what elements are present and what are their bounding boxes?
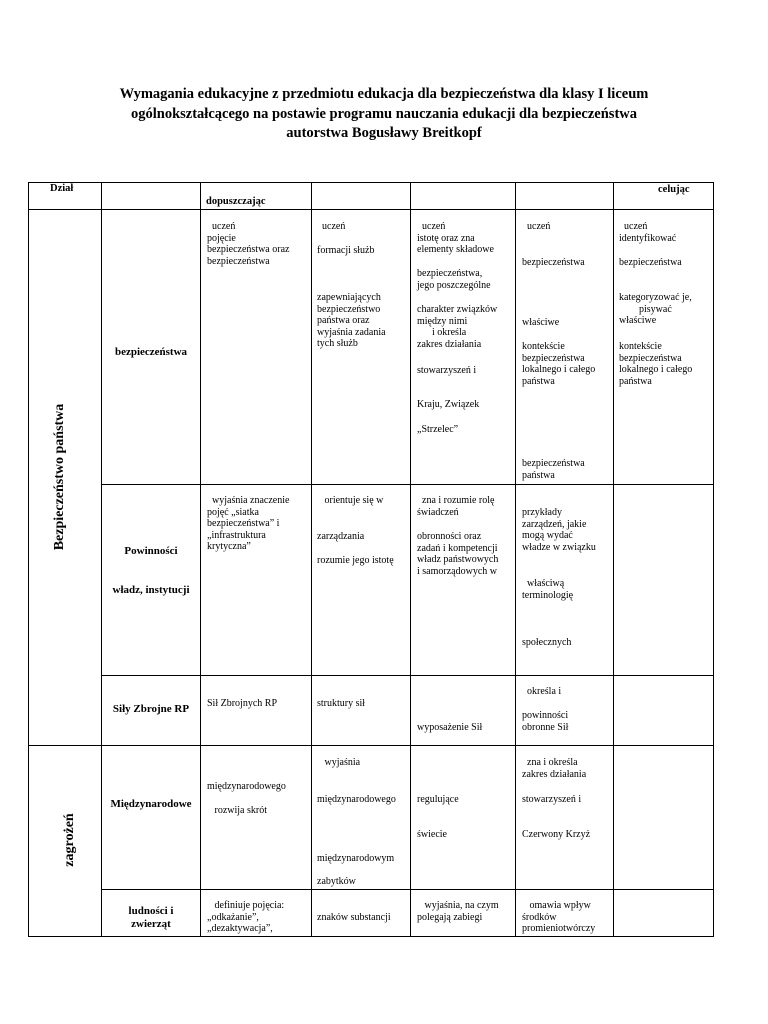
row4-col1-a: międzynarodowego <box>207 781 286 792</box>
row4-col3-a: regulujące <box>417 794 459 805</box>
row2-col3-b: obronności oraz zadań i kompetencji władz państwowych i samorządowych w <box>417 531 499 577</box>
title-line-1: Wymagania edukacyjne z przedmiotu edukacja dla bezpieczeństwa dla klasy I liceum <box>119 86 649 102</box>
row3-label: Siły Zbrojne RP <box>112 703 190 715</box>
row1-col4-b: bezpieczeństwa <box>522 257 585 268</box>
row5-label: ludności i zwierząt <box>128 905 174 930</box>
row4-col3-b: świecie <box>417 829 447 840</box>
row1-col2-c: zapewniających bezpieczeństwo państwa oraz wyjaśnia zadania tych służb <box>317 292 386 350</box>
row2-col4-b: właściwą terminologię <box>522 578 574 601</box>
row2-col2-c: rozumie jego istotę <box>317 555 394 566</box>
row4-col2-d: zabytków <box>317 876 356 887</box>
row2-col2-b: zarządzania <box>317 531 365 542</box>
title-line-3: autorstwa Bogusławy Breitkopf <box>286 125 482 141</box>
row1-col4-a: uczeń <box>522 221 551 232</box>
row1-col3-d: stowarzyszeń i <box>417 365 477 376</box>
row5-col1: definiuje pojęcia: „odkażanie”, „dezaktywacja”, <box>207 900 285 935</box>
header-dopuszczajac: dopuszczając <box>206 196 266 207</box>
row1-col5-b: bezpieczeństwa <box>619 257 682 268</box>
row1-col4-e: bezpieczeństwa państwa <box>522 458 585 481</box>
row1-col2-a: uczeń <box>317 221 346 232</box>
row2-col4-c: społecznych <box>522 637 572 648</box>
row1-col3-e: Kraju, Związek <box>417 399 480 410</box>
row3-col4-b: powinności obronne Sił <box>522 710 569 733</box>
row1-col1: uczeń pojęcie bezpieczeństwa oraz bezpieczeństwa <box>207 221 290 267</box>
header-dzial: Dział <box>50 183 74 194</box>
row4-col4-b: stowarzyszeń i <box>522 794 582 805</box>
row5-col2: znaków substancji <box>317 912 391 923</box>
row4-col2-c: międzynarodowym <box>317 853 395 864</box>
row5-col4: omawia wpływ środków promieniotwórczy <box>522 900 596 935</box>
row4-col2-b: międzynarodowego <box>317 794 396 805</box>
row4-col1-b: rozwija skrót <box>207 805 267 816</box>
row1-col2-b: formacji służb <box>317 245 375 256</box>
row4-col2-a: wyjaśnia <box>317 757 361 768</box>
row5-col3: wyjaśnia, na czym polegają zabiegi <box>417 900 499 923</box>
row4-col4-c: Czerwony Krzyż <box>522 829 591 840</box>
row2-label-2: władz, instytucji <box>112 584 190 596</box>
row3-col4-a: określa i <box>522 686 562 697</box>
row1-col3-a: uczeń istotę oraz zna elementy składowe <box>417 221 494 256</box>
row1-col4-d: kontekście bezpieczeństwa lokalnego i całego państwa <box>522 341 596 387</box>
row1-col3-c: charakter związków między nimi i określa zakres działania <box>417 304 498 350</box>
row1-col3-f: „Strzelec” <box>417 424 459 435</box>
row1-col5-d: kontekście bezpieczeństwa lokalnego i całego państwa <box>619 341 693 387</box>
row3-col3: wyposażenie Sił <box>417 722 483 733</box>
row1-label: bezpieczeństwa <box>114 346 188 358</box>
row2-label-1: Powinności <box>124 545 178 557</box>
row1-col3-b: bezpieczeństwa, jego poszczególne <box>417 268 491 291</box>
row3-col1: Sił Zbrojnych RP <box>207 698 278 709</box>
section-zagrozen: zagrożeń <box>62 813 77 867</box>
row3-col2: struktury sił <box>317 698 366 709</box>
header-celujac: celując <box>658 184 690 195</box>
row4-col4-a: zna i określa zakres działania <box>522 757 587 780</box>
row1-col4-c: właściwe <box>522 317 560 328</box>
row2-col4-a: przykłady zarządzeń, jakie mogą wydać władze w związku <box>522 507 596 553</box>
section-bezpieczenstwo-panstwa: Bezpieczeństwo państwa <box>52 403 67 551</box>
row2-col2-a: orientuje się w <box>317 495 384 506</box>
row2-col1: wyjaśnia znaczenie pojęć „siatka bezpieczeństwa” i „infrastruktura krytyczna” <box>207 495 290 553</box>
row1-col5-a: uczeń identyfikować <box>619 221 677 244</box>
row1-col5-c: kategoryzować je, pisywać właściwe <box>619 292 692 327</box>
row4-label: Międzynarodowe <box>110 798 192 810</box>
row2-col3-a: zna i rozumie rolę świadczeń <box>417 495 495 518</box>
title-line-2: ogólnokształcącego na postawie programu nauczania edukacji dla bezpieczeństwa <box>130 105 637 122</box>
